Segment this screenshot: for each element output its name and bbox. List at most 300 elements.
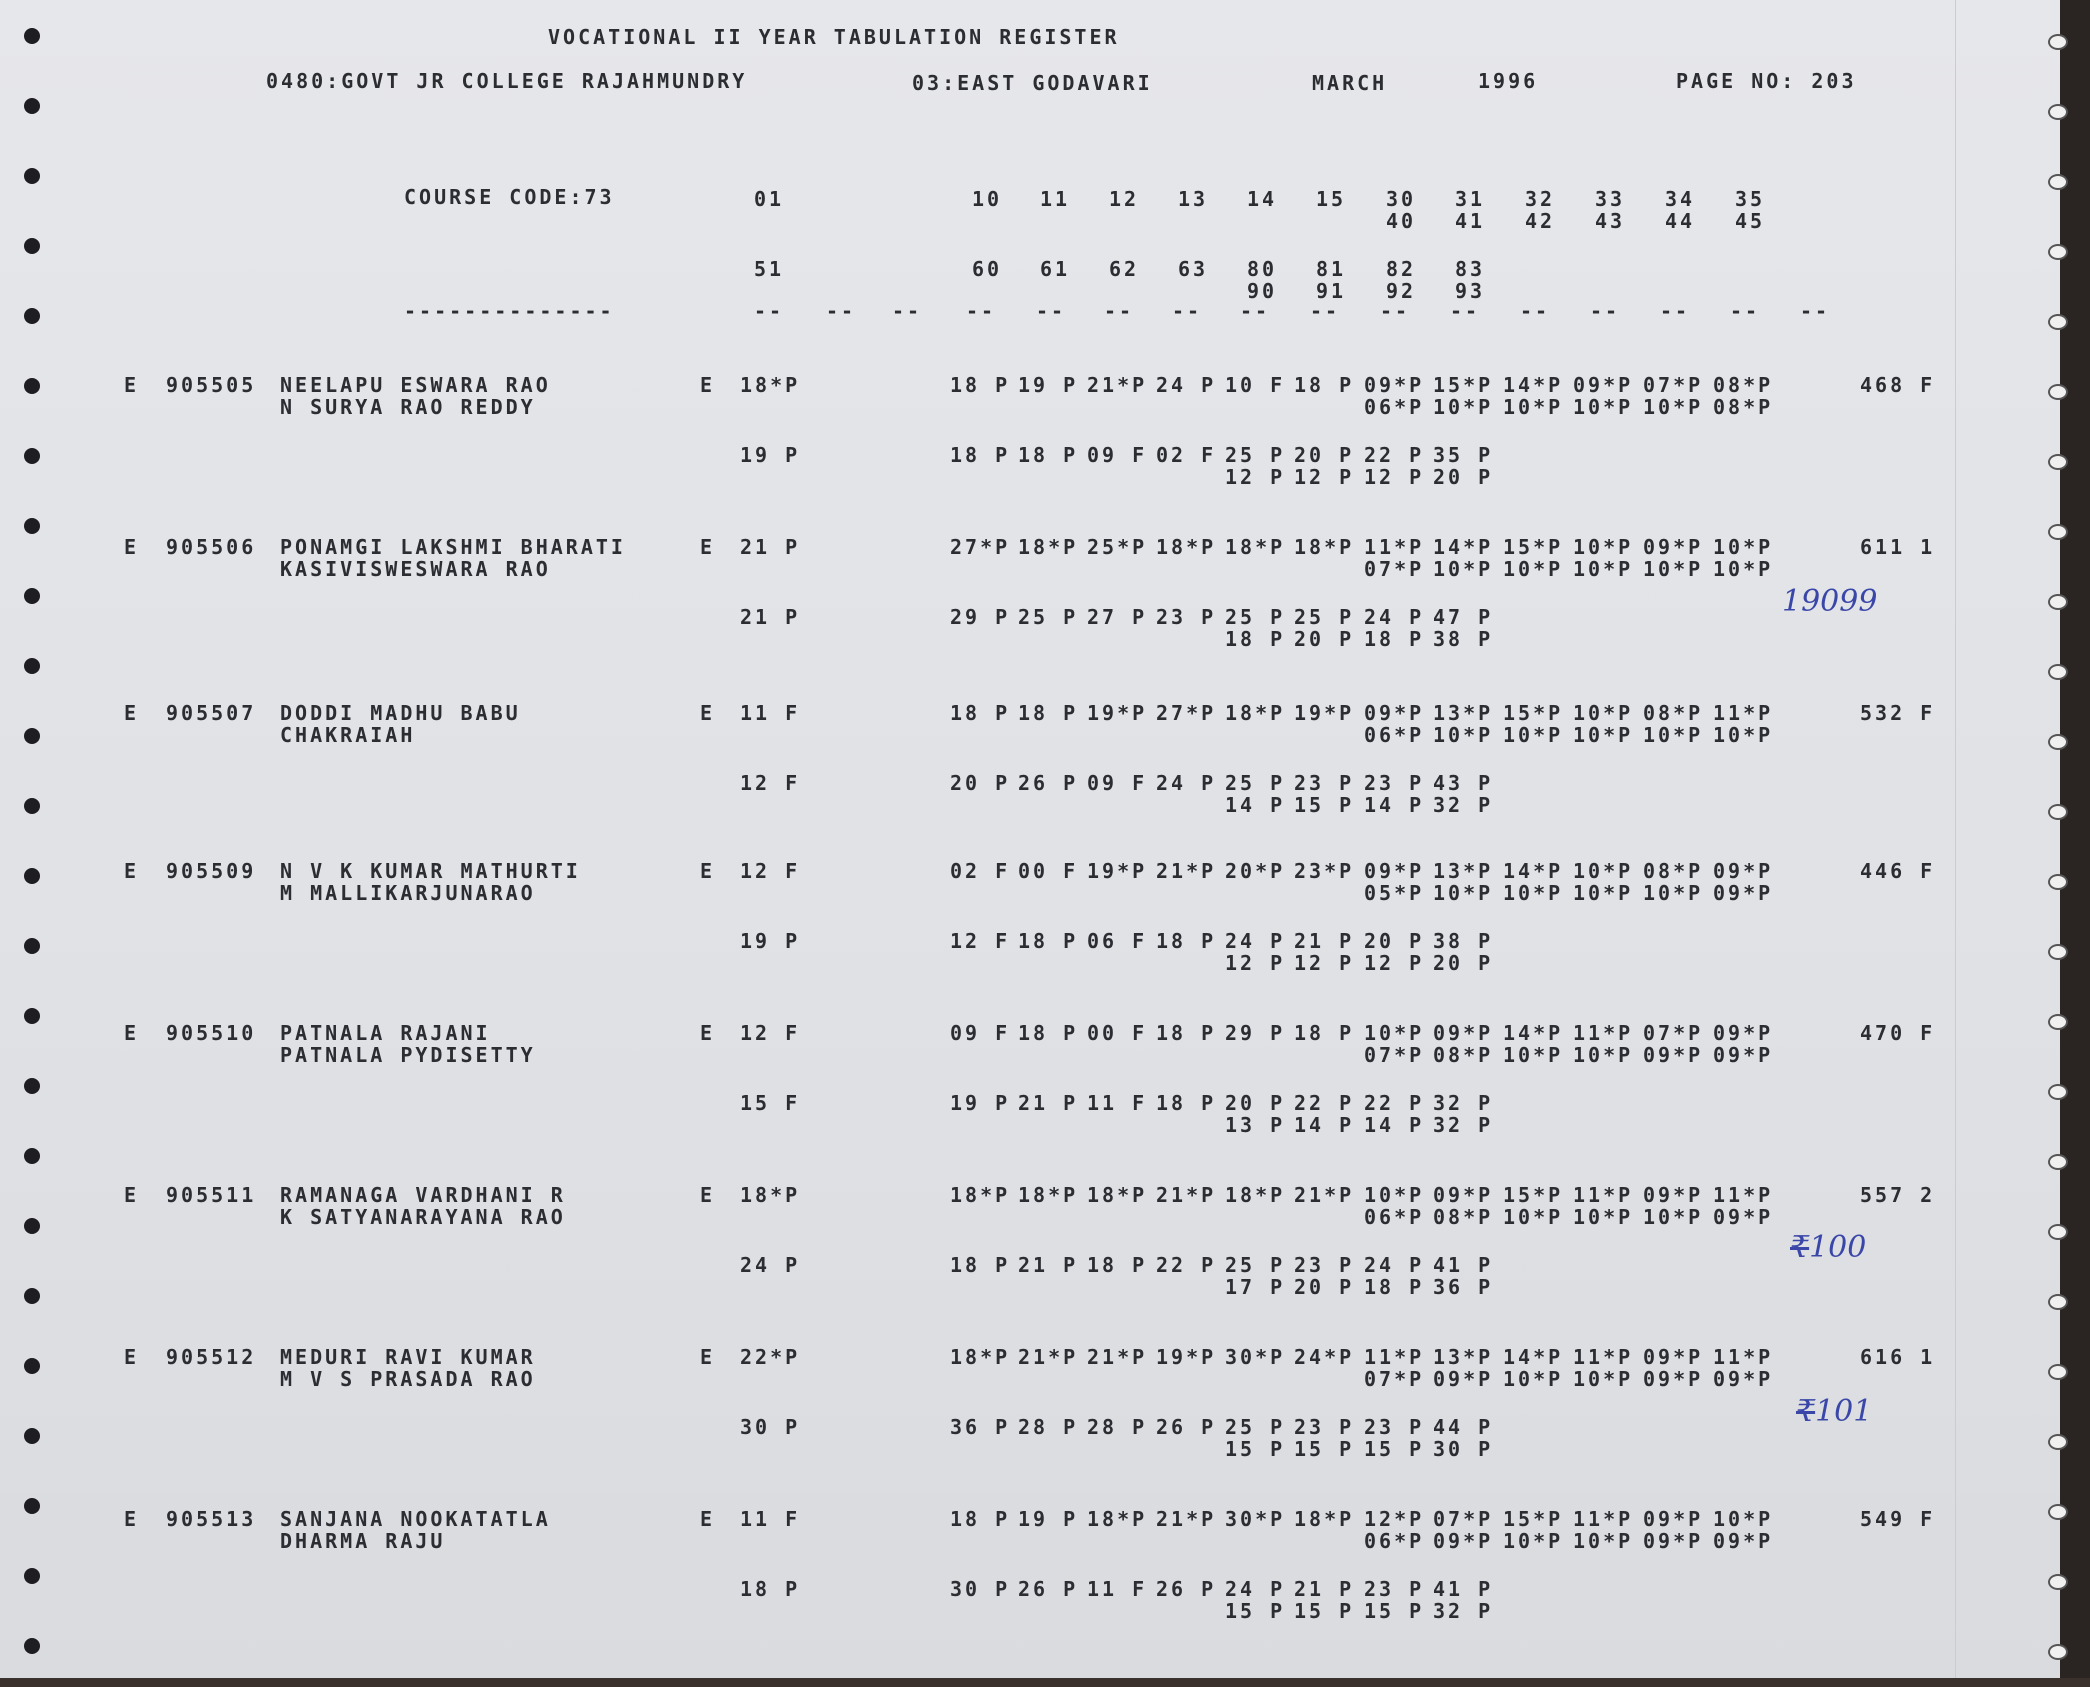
hall-ticket-number: 905511 xyxy=(166,1183,257,1207)
mark-cell: 18 P xyxy=(1156,1021,1217,1045)
mark-cell: 26 P xyxy=(1156,1577,1217,1601)
mark-cell: 20 P xyxy=(1225,1091,1286,1115)
column-code: 12 xyxy=(1109,187,1140,211)
parent-name: M V S PRASADA RAO xyxy=(280,1367,536,1391)
total-marks: 446 F xyxy=(1860,859,1936,883)
exam-month: MARCH xyxy=(1312,71,1388,95)
mark-cell: 24 P xyxy=(1225,1577,1286,1601)
mark-cell: 09*P xyxy=(1433,1367,1494,1391)
mark-cell: 09*P xyxy=(1713,1021,1774,1045)
mark-cell: 10*P xyxy=(1364,1021,1425,1045)
column-code: 61 xyxy=(1040,257,1071,281)
column-code: 31 xyxy=(1455,187,1486,211)
mark-cell: 20 P xyxy=(1364,929,1425,953)
column-dash: -- xyxy=(1380,299,1411,323)
second-mark: 24 P xyxy=(740,1253,801,1277)
mark-cell: 09*P xyxy=(1643,1043,1704,1067)
note-value: 101 xyxy=(1815,1394,1873,1429)
student-name: MEDURI RAVI KUMAR xyxy=(280,1345,536,1369)
language-code: E xyxy=(700,1183,716,1207)
mark-cell: 10*P xyxy=(1433,881,1494,905)
mark-cell: 10*P xyxy=(1503,1367,1564,1391)
mark-cell: 15 P xyxy=(1364,1437,1425,1461)
mark-cell: 10*P xyxy=(1573,395,1634,419)
note-value: 100 xyxy=(1809,1230,1867,1265)
college-name: 0480:GOVT JR COLLEGE RAJAHMUNDRY xyxy=(266,69,748,93)
mark-cell: 24 P xyxy=(1364,1253,1425,1277)
language-code: E xyxy=(700,701,716,725)
mark-cell: 25 P xyxy=(1225,771,1286,795)
feed-hole xyxy=(24,1078,40,1094)
student-name: PONAMGI LAKSHMI BHARATI xyxy=(280,535,626,559)
status-code: E xyxy=(124,535,140,559)
feed-hole xyxy=(2048,1224,2068,1240)
mark-cell: 23 P xyxy=(1294,1253,1355,1277)
mark-cell: 10*P xyxy=(1503,723,1564,747)
total-marks: 549 F xyxy=(1860,1507,1936,1531)
column-code: 15 xyxy=(1316,187,1347,211)
mark-cell: 11*P xyxy=(1713,1183,1774,1207)
second-mark: 15 F xyxy=(740,1091,801,1115)
mark-cell: 25 P xyxy=(1225,443,1286,467)
mark-cell: 14 P xyxy=(1225,793,1286,817)
mark-cell: 41 P xyxy=(1433,1253,1494,1277)
mark-cell: 10*P xyxy=(1573,701,1634,725)
mark-cell: 09*P xyxy=(1433,1183,1494,1207)
mark-cell: 10*P xyxy=(1573,535,1634,559)
column-dash: -- xyxy=(1172,299,1203,323)
mark-cell: 24 P xyxy=(1364,605,1425,629)
status-code: E xyxy=(124,1345,140,1369)
page-number: PAGE NO: 203 xyxy=(1676,69,1857,93)
mark-cell: 09*P xyxy=(1713,1205,1774,1229)
mark-cell: 18 P xyxy=(1225,627,1286,651)
mark-cell: 28 P xyxy=(1087,1415,1148,1439)
column-dash: -- xyxy=(1036,299,1067,323)
mark-cell: 20 P xyxy=(1294,1275,1355,1299)
mark-cell: 25 P xyxy=(1225,1253,1286,1277)
mark-cell: 12 P xyxy=(1364,465,1425,489)
mark-cell: 18 P xyxy=(1156,929,1217,953)
mark-cell: 22 P xyxy=(1294,1091,1355,1115)
mark-cell: 10*P xyxy=(1503,1043,1564,1067)
mark-cell: 08*P xyxy=(1643,701,1704,725)
mark-cell: 19 P xyxy=(1018,373,1079,397)
mark-cell: 25 P xyxy=(1225,605,1286,629)
feed-hole xyxy=(2048,1294,2068,1310)
status-code: E xyxy=(124,1507,140,1531)
language-code: E xyxy=(700,1345,716,1369)
feed-hole xyxy=(24,308,40,324)
feed-hole xyxy=(2048,454,2068,470)
total-marks: 468 F xyxy=(1860,373,1936,397)
mark-cell: 15 P xyxy=(1294,793,1355,817)
mark-cell: 06*P xyxy=(1364,1205,1425,1229)
mark-cell: 18 P xyxy=(1018,443,1079,467)
mark-cell: 30*P xyxy=(1225,1507,1286,1531)
mark-cell: 27*P xyxy=(1156,701,1217,725)
mark-cell: 17 P xyxy=(1225,1275,1286,1299)
mark-cell: 09*P xyxy=(1643,1345,1704,1369)
mark-cell: 10*P xyxy=(1503,557,1564,581)
mark-cell: 14*P xyxy=(1503,373,1564,397)
mark-cell: 27 P xyxy=(1087,605,1148,629)
mark-cell: 19 P xyxy=(950,1091,1011,1115)
language-code: E xyxy=(700,535,716,559)
first-mark: 18*P xyxy=(740,1183,801,1207)
mark-cell: 28 P xyxy=(1018,1415,1079,1439)
mark-cell: 09*P xyxy=(1713,859,1774,883)
parent-name: N SURYA RAO REDDY xyxy=(280,395,536,419)
column-code: 44 xyxy=(1665,209,1696,233)
mark-cell: 06*P xyxy=(1364,395,1425,419)
first-mark: 18*P xyxy=(740,373,801,397)
mark-cell: 18*P xyxy=(1225,535,1286,559)
mark-cell: 12 P xyxy=(1364,951,1425,975)
column-code: 01 xyxy=(754,187,785,211)
feed-hole xyxy=(2048,944,2068,960)
first-mark: 12 F xyxy=(740,859,801,883)
column-code: 40 xyxy=(1386,209,1417,233)
column-dash: -- xyxy=(892,299,923,323)
column-code: 60 xyxy=(972,257,1003,281)
mark-cell: 14*P xyxy=(1433,535,1494,559)
mark-cell: 18 P xyxy=(1294,1021,1355,1045)
mark-cell: 09*P xyxy=(1643,1507,1704,1531)
feed-hole xyxy=(2048,1644,2068,1660)
total-marks: 616 1 xyxy=(1860,1345,1936,1369)
mark-cell: 10*P xyxy=(1503,881,1564,905)
mark-cell: 21*P xyxy=(1156,1183,1217,1207)
language-code: E xyxy=(700,1507,716,1531)
hall-ticket-number: 905507 xyxy=(166,701,257,725)
sheet-edge xyxy=(0,1678,2090,1687)
column-code: 92 xyxy=(1386,279,1417,303)
mark-cell: 27*P xyxy=(950,535,1011,559)
mark-cell: 21 P xyxy=(1294,1577,1355,1601)
mark-cell: 11*P xyxy=(1573,1021,1634,1045)
mark-cell: 20 P xyxy=(1294,443,1355,467)
column-code: 32 xyxy=(1525,187,1556,211)
total-marks: 557 2 xyxy=(1860,1183,1936,1207)
mark-cell: 25*P xyxy=(1087,535,1148,559)
feed-hole xyxy=(2048,1154,2068,1170)
feed-hole xyxy=(24,378,40,394)
mark-cell: 10*P xyxy=(1573,723,1634,747)
feed-hole xyxy=(2048,314,2068,330)
mark-cell: 18*P xyxy=(1018,1183,1079,1207)
mark-cell: 02 F xyxy=(1156,443,1217,467)
mark-cell: 07*P xyxy=(1643,373,1704,397)
feed-hole xyxy=(24,728,40,744)
mark-cell: 23*P xyxy=(1294,859,1355,883)
second-mark: 12 F xyxy=(740,771,801,795)
mark-cell: 10*P xyxy=(1573,557,1634,581)
feed-hole xyxy=(24,238,40,254)
column-code: 62 xyxy=(1109,257,1140,281)
feed-hole xyxy=(2048,664,2068,680)
mark-cell: 18 P xyxy=(1364,1275,1425,1299)
column-code: 11 xyxy=(1040,187,1071,211)
mark-cell: 21*P xyxy=(1087,373,1148,397)
column-code: 93 xyxy=(1455,279,1486,303)
first-mark: 21 P xyxy=(740,535,801,559)
mark-cell: 13 P xyxy=(1225,1113,1286,1137)
mark-cell: 21 P xyxy=(1018,1091,1079,1115)
feed-hole xyxy=(2048,1084,2068,1100)
column-dash: -- xyxy=(1660,299,1691,323)
mark-cell: 10*P xyxy=(1713,557,1774,581)
mark-cell: 18*P xyxy=(950,1183,1011,1207)
mark-cell: 25 P xyxy=(1225,1415,1286,1439)
feed-hole xyxy=(24,1218,40,1234)
mark-cell: 12 P xyxy=(1294,465,1355,489)
column-code: 80 xyxy=(1247,257,1278,281)
mark-cell: 15*P xyxy=(1503,535,1564,559)
mark-cell: 18*P xyxy=(1156,535,1217,559)
feed-hole xyxy=(2048,1014,2068,1030)
mark-cell: 09*P xyxy=(1713,1529,1774,1553)
mark-cell: 09*P xyxy=(1713,881,1774,905)
column-code: 63 xyxy=(1178,257,1209,281)
mark-cell: 36 P xyxy=(950,1415,1011,1439)
mark-cell: 21*P xyxy=(1156,1507,1217,1531)
mark-cell: 24*P xyxy=(1294,1345,1355,1369)
mark-cell: 20 P xyxy=(1433,465,1494,489)
second-mark: 30 P xyxy=(740,1415,801,1439)
mark-cell: 22 P xyxy=(1364,443,1425,467)
mark-cell: 18 P xyxy=(950,443,1011,467)
column-code: 10 xyxy=(972,187,1003,211)
mark-cell: 14 P xyxy=(1364,1113,1425,1137)
mark-cell: 23 P xyxy=(1294,771,1355,795)
column-code: 82 xyxy=(1386,257,1417,281)
second-mark: 18 P xyxy=(740,1577,801,1601)
feed-hole xyxy=(24,1568,40,1584)
mark-cell: 18*P xyxy=(1225,1183,1286,1207)
column-code: 43 xyxy=(1595,209,1626,233)
mark-cell: 10*P xyxy=(1573,1205,1634,1229)
mark-cell: 18 P xyxy=(1018,929,1079,953)
total-marks: 470 F xyxy=(1860,1021,1936,1045)
mark-cell: 10*P xyxy=(1503,1205,1564,1229)
mark-cell: 12 P xyxy=(1225,951,1286,975)
feed-hole xyxy=(2048,1504,2068,1520)
mark-cell: 15*P xyxy=(1503,1183,1564,1207)
mark-cell: 25 P xyxy=(1294,605,1355,629)
mark-cell: 19*P xyxy=(1294,701,1355,725)
handwritten-note: ₹100 xyxy=(1790,1230,1867,1265)
feed-hole xyxy=(24,658,40,674)
mark-cell: 35 P xyxy=(1433,443,1494,467)
column-code: 83 xyxy=(1455,257,1486,281)
mark-cell: 10*P xyxy=(1573,859,1634,883)
mark-cell: 11*P xyxy=(1364,535,1425,559)
mark-cell: 12 P xyxy=(1294,951,1355,975)
mark-cell: 24 P xyxy=(1156,373,1217,397)
column-code: 34 xyxy=(1665,187,1696,211)
status-code: E xyxy=(124,1183,140,1207)
column-dash: -- xyxy=(1800,299,1831,323)
mark-cell: 41 P xyxy=(1433,1577,1494,1601)
mark-cell: 15*P xyxy=(1503,701,1564,725)
student-name: DODDI MADHU BABU xyxy=(280,701,521,725)
mark-cell: 19*P xyxy=(1087,701,1148,725)
mark-cell: 10*P xyxy=(1643,395,1704,419)
mark-cell: 13*P xyxy=(1433,859,1494,883)
feed-hole xyxy=(2048,594,2068,610)
feed-hole xyxy=(2048,804,2068,820)
mark-cell: 47 P xyxy=(1433,605,1494,629)
column-code: 45 xyxy=(1735,209,1766,233)
mark-cell: 10*P xyxy=(1713,1507,1774,1531)
mark-cell: 09*P xyxy=(1643,1367,1704,1391)
mark-cell: 18*P xyxy=(1294,535,1355,559)
mark-cell: 30*P xyxy=(1225,1345,1286,1369)
mark-cell: 09*P xyxy=(1643,1183,1704,1207)
feed-hole xyxy=(24,98,40,114)
feed-hole xyxy=(2048,1574,2068,1590)
mark-cell: 15 P xyxy=(1225,1599,1286,1623)
mark-cell: 10*P xyxy=(1573,881,1634,905)
mark-cell: 23 P xyxy=(1364,1577,1425,1601)
mark-cell: 10*P xyxy=(1573,1043,1634,1067)
feed-hole xyxy=(24,1498,40,1514)
mark-cell: 08*P xyxy=(1643,859,1704,883)
first-mark: 11 F xyxy=(740,1507,801,1531)
mark-cell: 18*P xyxy=(1294,1507,1355,1531)
student-name: SANJANA NOOKATATLA xyxy=(280,1507,551,1531)
mark-cell: 18 P xyxy=(1018,701,1079,725)
mark-cell: 20 P xyxy=(950,771,1011,795)
mark-cell: 10*P xyxy=(1433,557,1494,581)
student-name: RAMANAGA VARDHANI R xyxy=(280,1183,566,1207)
mark-cell: 15 P xyxy=(1364,1599,1425,1623)
mark-cell: 12 F xyxy=(950,929,1011,953)
mark-cell: 09*P xyxy=(1433,1021,1494,1045)
mark-cell: 18*P xyxy=(1087,1507,1148,1531)
mark-cell: 06*P xyxy=(1364,1529,1425,1553)
hall-ticket-number: 905506 xyxy=(166,535,257,559)
mark-cell: 32 P xyxy=(1433,1091,1494,1115)
mark-cell: 09*P xyxy=(1364,701,1425,725)
mark-cell: 22 P xyxy=(1156,1253,1217,1277)
feed-hole xyxy=(24,518,40,534)
column-code: 81 xyxy=(1316,257,1347,281)
parent-name: DHARMA RAJU xyxy=(280,1529,446,1553)
mark-cell: 11*P xyxy=(1713,1345,1774,1369)
district-name: 03:EAST GODAVARI xyxy=(912,71,1153,95)
mark-cell: 18*P xyxy=(950,1345,1011,1369)
mark-cell: 12*P xyxy=(1364,1507,1425,1531)
mark-cell: 02 F xyxy=(950,859,1011,883)
feed-hole xyxy=(24,588,40,604)
mark-cell: 08*P xyxy=(1713,373,1774,397)
language-code: E xyxy=(700,373,716,397)
mark-cell: 09 F xyxy=(950,1021,1011,1045)
feed-hole xyxy=(24,28,40,44)
mark-cell: 06 F xyxy=(1087,929,1148,953)
mark-cell: 09*P xyxy=(1643,1529,1704,1553)
column-dash: -- xyxy=(1104,299,1135,323)
mark-cell: 18 P xyxy=(950,701,1011,725)
mark-cell: 29 P xyxy=(1225,1021,1286,1045)
mark-cell: 21*P xyxy=(1018,1345,1079,1369)
feed-hole xyxy=(2048,734,2068,750)
column-code: 41 xyxy=(1455,209,1486,233)
feed-hole xyxy=(24,448,40,464)
mark-cell: 00 F xyxy=(1087,1021,1148,1045)
column-dash: -- xyxy=(826,299,857,323)
mark-cell: 18*P xyxy=(1018,535,1079,559)
language-code: E xyxy=(700,1021,716,1045)
language-code: E xyxy=(700,859,716,883)
mark-cell: 15*P xyxy=(1503,1507,1564,1531)
mark-cell: 09*P xyxy=(1643,535,1704,559)
course-code: COURSE CODE:73 xyxy=(404,185,615,209)
mark-cell: 13*P xyxy=(1433,1345,1494,1369)
mark-cell: 14 P xyxy=(1294,1113,1355,1137)
first-mark: 12 F xyxy=(740,1021,801,1045)
mark-cell: 11 F xyxy=(1087,1577,1148,1601)
second-mark: 19 P xyxy=(740,929,801,953)
mark-cell: 30 P xyxy=(950,1577,1011,1601)
mark-cell: 18 P xyxy=(950,373,1011,397)
mark-cell: 09*P xyxy=(1364,373,1425,397)
hall-ticket-number: 905510 xyxy=(166,1021,257,1045)
mark-cell: 10*P xyxy=(1713,535,1774,559)
column-dash: -- xyxy=(1450,299,1481,323)
mark-cell: 32 P xyxy=(1433,1599,1494,1623)
status-code: E xyxy=(124,373,140,397)
mark-cell: 09 F xyxy=(1087,771,1148,795)
column-code: 51 xyxy=(754,257,785,281)
mark-cell: 09*P xyxy=(1713,1043,1774,1067)
mark-cell: 11 F xyxy=(1087,1091,1148,1115)
feed-hole xyxy=(24,798,40,814)
mark-cell: 10*P xyxy=(1433,723,1494,747)
column-dash: -- xyxy=(1590,299,1621,323)
mark-cell: 29 P xyxy=(950,605,1011,629)
mark-cell: 18 P xyxy=(1294,373,1355,397)
mark-cell: 09*P xyxy=(1713,1367,1774,1391)
mark-cell: 36 P xyxy=(1433,1275,1494,1299)
mark-cell: 10*P xyxy=(1713,723,1774,747)
mark-cell: 10*P xyxy=(1364,1183,1425,1207)
feed-hole xyxy=(2048,1364,2068,1380)
mark-cell: 12 P xyxy=(1225,465,1286,489)
mark-cell: 00 F xyxy=(1018,859,1079,883)
header-underline: -------------- xyxy=(404,299,615,323)
mark-cell: 21*P xyxy=(1087,1345,1148,1369)
column-code: 33 xyxy=(1595,187,1626,211)
column-code: 30 xyxy=(1386,187,1417,211)
mark-cell: 15 P xyxy=(1294,1599,1355,1623)
column-code: 90 xyxy=(1247,279,1278,303)
second-mark: 21 P xyxy=(740,605,801,629)
mark-cell: 25 P xyxy=(1018,605,1079,629)
student-name: NEELAPU ESWARA RAO xyxy=(280,373,551,397)
mark-cell: 14*P xyxy=(1503,859,1564,883)
mark-cell: 23 P xyxy=(1364,771,1425,795)
mark-cell: 11*P xyxy=(1364,1345,1425,1369)
mark-cell: 14*P xyxy=(1503,1345,1564,1369)
column-code: 91 xyxy=(1316,279,1347,303)
mark-cell: 21 P xyxy=(1294,929,1355,953)
feed-hole xyxy=(24,168,40,184)
column-code: 42 xyxy=(1525,209,1556,233)
column-dash: -- xyxy=(1520,299,1551,323)
